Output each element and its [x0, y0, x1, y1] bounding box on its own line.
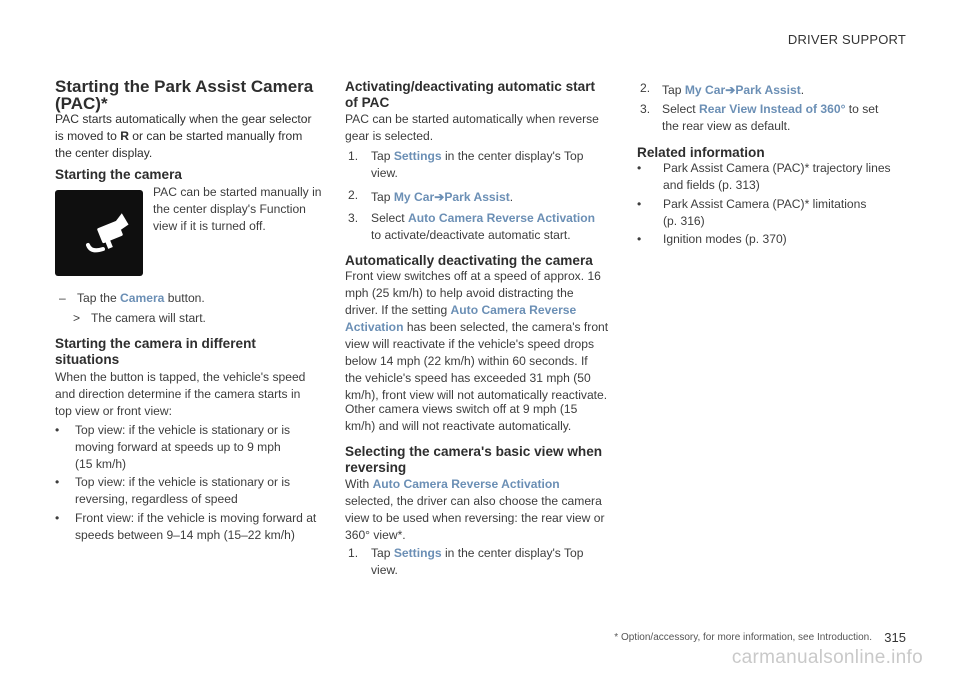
situations-paragraph: When the button is tapped, the vehicle's speed and direction determine if the camera starts in top view or front view:	[55, 370, 306, 418]
bullet-dot: •	[55, 423, 60, 437]
intro-paragraph: PAC starts automatically when the gear selector is moved to R or can be started manually from the center display.	[55, 112, 312, 160]
activation-paragraph: PAC can be started automatically when reverse gear is selected.	[345, 112, 599, 143]
bullet-dot: •	[55, 475, 60, 489]
arrow-right-icon: ➔	[725, 83, 736, 97]
page-number: 315	[884, 630, 906, 645]
heading-different-situations: Starting the camera in different situations	[55, 336, 256, 367]
arrow-right-icon: ➔	[434, 190, 445, 204]
video-camera-icon	[55, 190, 143, 276]
section-title: Starting the Park Assist Camera (PAC)*	[55, 77, 314, 113]
bullet-dot: •	[637, 232, 642, 246]
auto-deactivating-paragraph: Front view switches off at a speed of approx. 16 mph (25 km/h) to help avoid distracting the driver. If the setting Auto Camera Reverse Activation has been selected, the camera's front view will reactivate if the vehicle's speed drops below 14 mph (22 km/h) within 60 seconds. If the vehicle's speed has exceeded 31 mph (50 km/h), front view will not automatically reactivate.	[345, 269, 609, 402]
footnote: * Option/accessory, for more information, see Introduction.	[614, 632, 872, 643]
heading-related-information: Related information	[637, 145, 765, 160]
bullet-dot: •	[637, 161, 642, 175]
page-header: DRIVER SUPPORT	[787, 32, 906, 47]
manual-start-text: PAC can be started manually in the center display's Function view if it is turned off.	[153, 185, 322, 233]
bullet-dot: •	[637, 197, 642, 211]
heading-activating-auto-start: Activating/deactivating automatic start of PAC	[345, 79, 596, 110]
other-views-paragraph: Other camera views switch off at 9 mph (15 km/h) and will not reactivate automatically.	[345, 402, 578, 433]
bullet-dot: •	[55, 511, 60, 525]
watermark: carmanualsonline.info	[731, 647, 923, 668]
heading-auto-deactivating: Automatically deactivating the camera	[345, 253, 593, 268]
basic-view-paragraph: With Auto Camera Reverse Activation selected, the driver can also choose the camera view to be used when reversing: the rear view or 360° view*.	[345, 477, 605, 542]
heading-starting-camera: Starting the camera	[55, 167, 182, 182]
camera-button-image	[55, 190, 143, 276]
heading-basic-view: Selecting the camera's basic view when reversing	[345, 444, 603, 475]
